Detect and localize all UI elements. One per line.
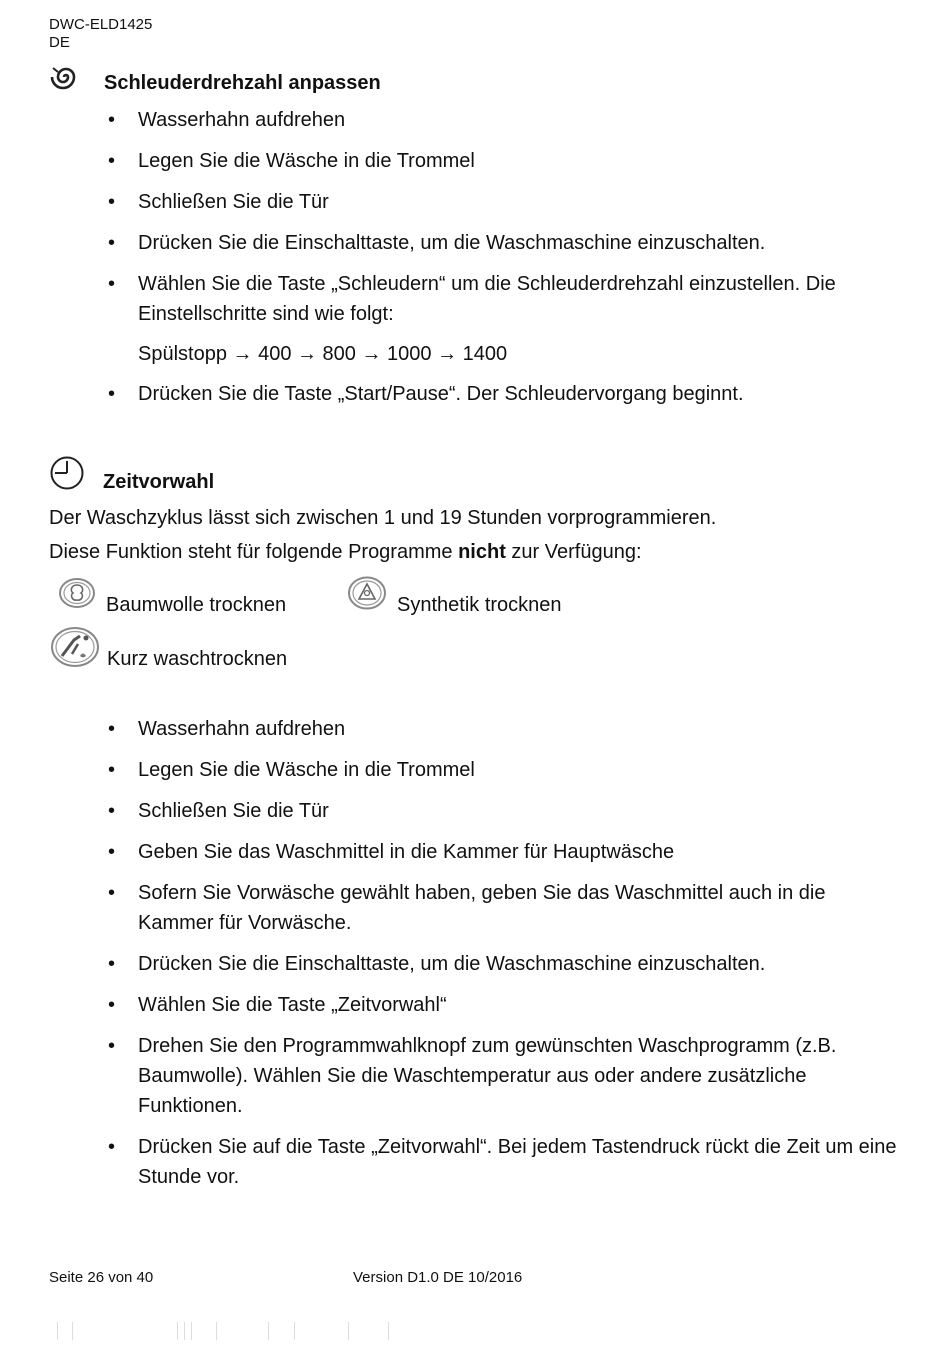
program-label-cotton-dry: Baumwolle trocknen <box>106 594 287 616</box>
section-title-spin: Schleuderdrehzahl anpassen <box>104 72 381 94</box>
scan-mark <box>216 1322 217 1340</box>
cotton-dry-icon <box>58 577 96 614</box>
list-item: • Geben Sie das Waschmittel in die Kammer für Hauptwäsche <box>108 837 898 867</box>
spin-steps-list <box>108 105 898 340</box>
scan-mark <box>388 1322 389 1340</box>
spin-speed-sequence: Spülstopp → 400 → 800 → 1000 → 1400 <box>138 343 508 365</box>
list-item: • Schließen Sie die Tür <box>108 187 898 217</box>
version-info: Version D1.0 DE 10/2016 <box>353 1269 523 1286</box>
list-item: • Sofern Sie Vorwäsche gewählt haben, geben Sie das Waschmittel auch in die Kammer für Vorwäsche. <box>108 878 898 938</box>
spin-steps-list-final <box>108 379 898 420</box>
doc-language: DE <box>49 34 70 51</box>
timer-restriction: Diese Funktion steht für folgende Programme nicht zur Verfügung: <box>49 541 642 563</box>
timer-intro: Der Waschzyklus lässt sich zwischen 1 und 19 Stunden vorprogrammieren. <box>49 507 717 529</box>
list-item: • Wählen Sie die Taste „Zeitvorwahl“ <box>108 990 898 1020</box>
list-item: • Schließen Sie die Tür <box>108 796 898 826</box>
list-item: • Wasserhahn aufdrehen <box>108 105 898 135</box>
page-number: Seite 26 von 40 <box>49 1269 154 1286</box>
program-label-synthetic-dry: Synthetik trocknen <box>397 594 562 616</box>
doc-id: DWC-ELD1425 <box>49 16 153 33</box>
clock-icon <box>49 455 85 496</box>
scan-mark <box>57 1322 58 1340</box>
list-item: • Drücken Sie die Einschalttaste, um die Waschmaschine einzuschalten. <box>108 949 898 979</box>
scan-mark <box>177 1322 178 1340</box>
list-item: • Wählen Sie die Taste „Schleudern“ um die Schleuderdrehzahl einzustellen. Die Einstellschritte sind wie folgt: <box>108 269 898 329</box>
list-item: • Legen Sie die Wäsche in die Trommel <box>108 146 898 176</box>
scan-mark <box>72 1322 73 1340</box>
scan-mark <box>294 1322 295 1340</box>
document-header <box>49 16 152 52</box>
quick-washdry-icon <box>50 626 100 673</box>
section-title-timer: Zeitvorwahl <box>103 471 215 493</box>
spin-icon <box>49 62 83 97</box>
list-item: • Wasserhahn aufdrehen <box>108 714 898 744</box>
synthetic-dry-icon <box>347 575 387 616</box>
list-item: • Drücken Sie die Einschalttaste, um die Waschmaschine einzuschalten. <box>108 228 898 258</box>
scan-mark <box>348 1322 349 1340</box>
scan-mark <box>184 1322 185 1340</box>
list-item: • Drücken Sie die Taste „Start/Pause“. Der Schleudervorgang beginnt. <box>108 379 898 409</box>
timer-steps-list <box>108 714 898 1203</box>
list-item: • Drehen Sie den Programmwahlknopf zum gewünschten Waschprogramm (z.B. Baumwolle). Wählen Sie die Waschtemperatur aus oder andere zusätzliche Funktionen. <box>108 1031 898 1121</box>
scan-mark <box>268 1322 269 1340</box>
list-item: • Legen Sie die Wäsche in die Trommel <box>108 755 898 785</box>
scan-mark <box>191 1322 192 1340</box>
list-item: • Drücken Sie auf die Taste „Zeitvorwahl“. Bei jedem Tastendruck rückt die Zeit um eine Stunde vor. <box>108 1132 898 1192</box>
program-label-quick-washdry: Kurz waschtrocknen <box>107 648 288 670</box>
